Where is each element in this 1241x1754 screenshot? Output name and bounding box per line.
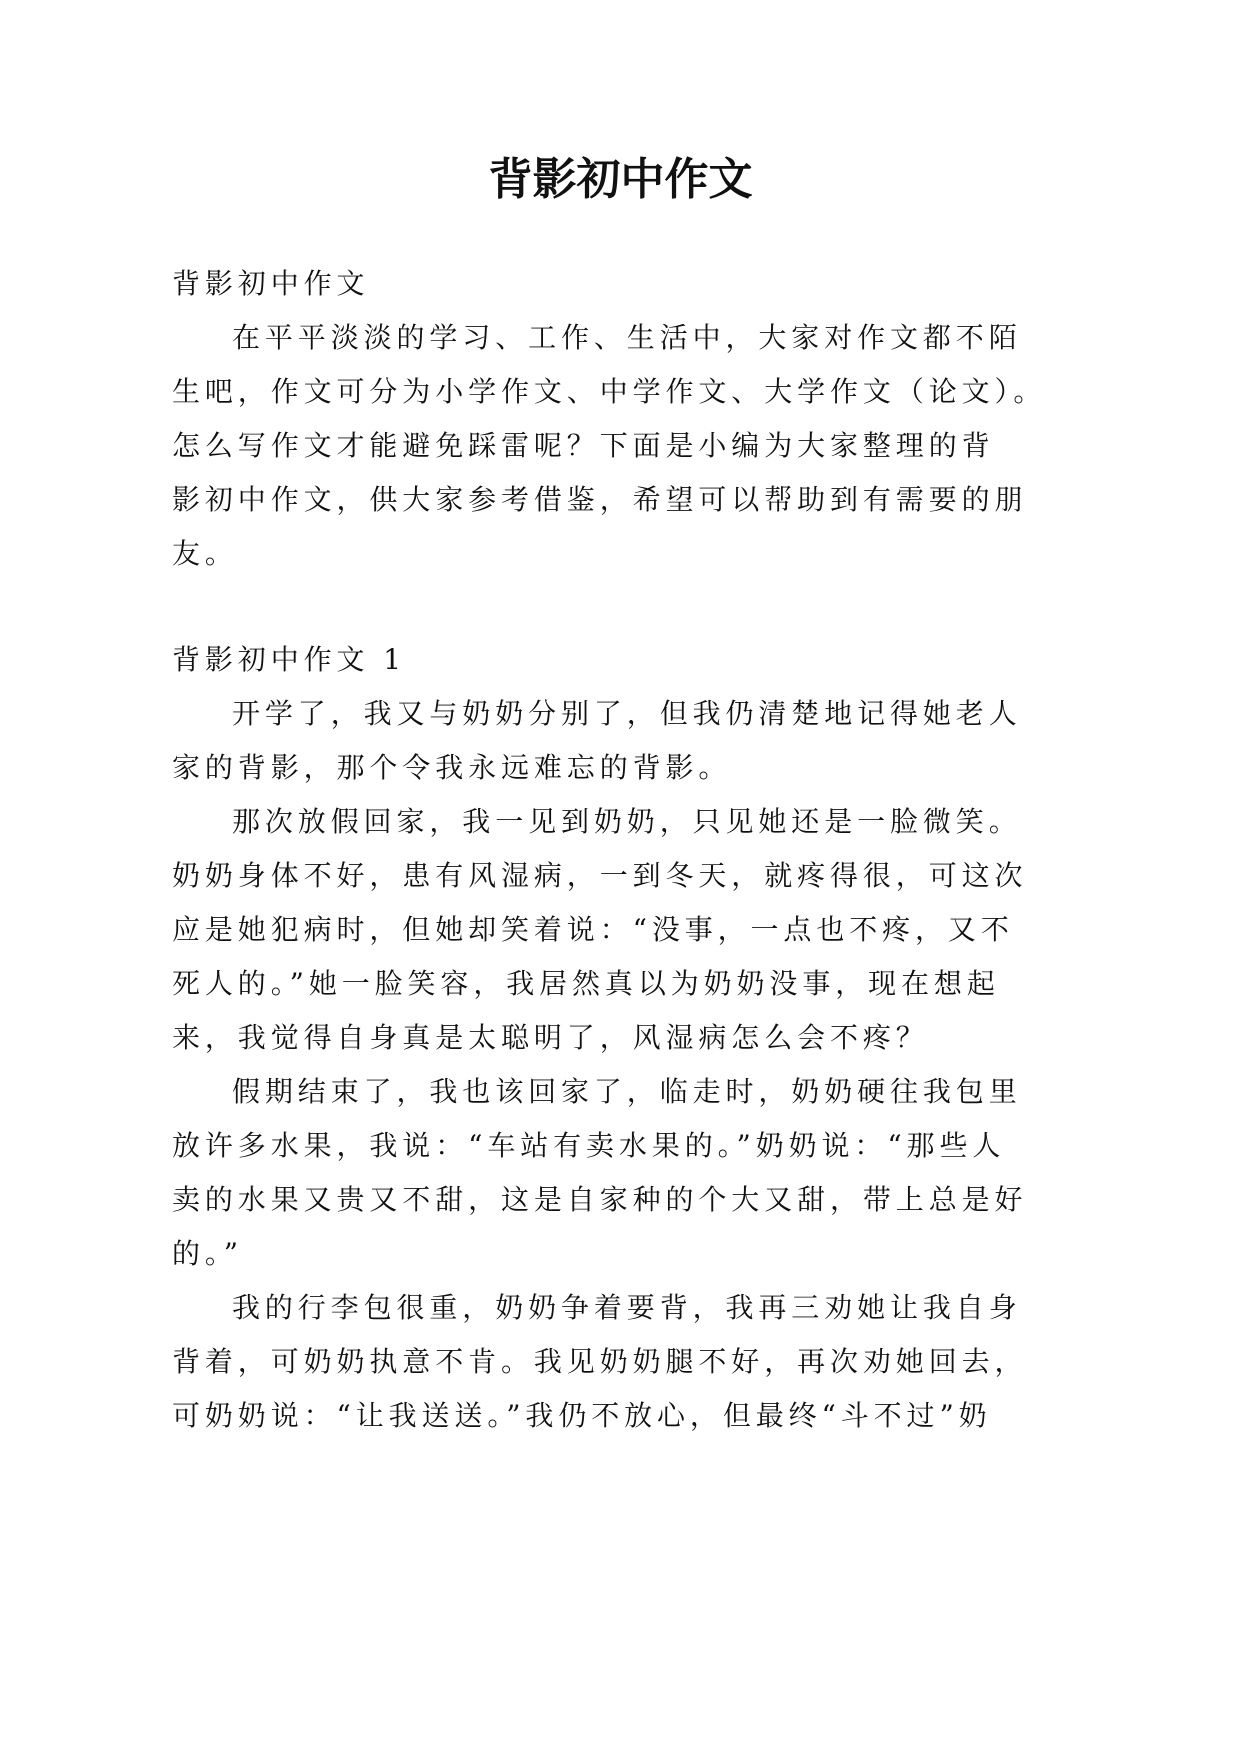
paragraph-line: 开学了，我又与奶奶分别了，但我仍清楚地记得她老人 [232, 697, 1022, 730]
document-title: 背影初中作文 [488, 154, 753, 205]
paragraph-line: 友。 [172, 537, 238, 570]
paragraph-line: 影初中作文，供大家参考借鉴，希望可以帮助到有需要的朋 [172, 483, 1028, 516]
paragraph-line: 死人的。”她一脸笑容，我居然真以为奶奶没事，现在想起 [172, 967, 1000, 1000]
paragraph-line: 那次放假回家，我一见到奶奶，只见她还是一脸微笑。 [232, 805, 1022, 838]
paragraph-line: 放许多水果，我说：“车站有卖水果的。”奶奶说：“那些人 [172, 1129, 1006, 1162]
intro-heading: 背影初中作文 [172, 267, 370, 300]
paragraph-line: 背着，可奶奶执意不肯。我见奶奶腿不好，再次劝她回去， [172, 1345, 1028, 1378]
paragraph-line: 怎么写作文才能避免踩雷呢？下面是小编为大家整理的背 [172, 429, 995, 462]
paragraph-line: 奶奶身体不好，患有风湿病，一到冬天，就疼得很，可这次 [172, 859, 1028, 892]
paragraph-line: 在平平淡淡的学习、工作、生活中，大家对作文都不陌 [232, 321, 1022, 354]
essay-heading: 背影初中作文 1 [172, 643, 406, 676]
paragraph-line: 假期结束了，我也该回家了，临走时，奶奶硬往我包里 [232, 1075, 1022, 1108]
paragraph-line: 可奶奶说：“让我送送。”我仍不放心，但最终“斗不过”奶 [172, 1399, 992, 1432]
paragraph-line: 我的行李包很重，奶奶争着要背，我再三劝她让我自身 [232, 1291, 1022, 1324]
paragraph-line: 来，我觉得自身真是太聪明了，风湿病怎么会不疼？ [172, 1021, 929, 1054]
paragraph-line: 卖的水果又贵又不甜，这是自家种的个大又甜，带上总是好 [172, 1183, 1028, 1216]
paragraph-line: 应是她犯病时，但她却笑着说：“没事，一点也不疼，又不 [172, 913, 1014, 946]
paragraph-line: 生吧，作文可分为小学作文、中学作文、大学作文（论文）。 [172, 375, 1047, 408]
paragraph-line: 家的背影，那个令我永远难忘的背影。 [172, 751, 732, 784]
paragraph-line: 的。” [172, 1237, 244, 1270]
